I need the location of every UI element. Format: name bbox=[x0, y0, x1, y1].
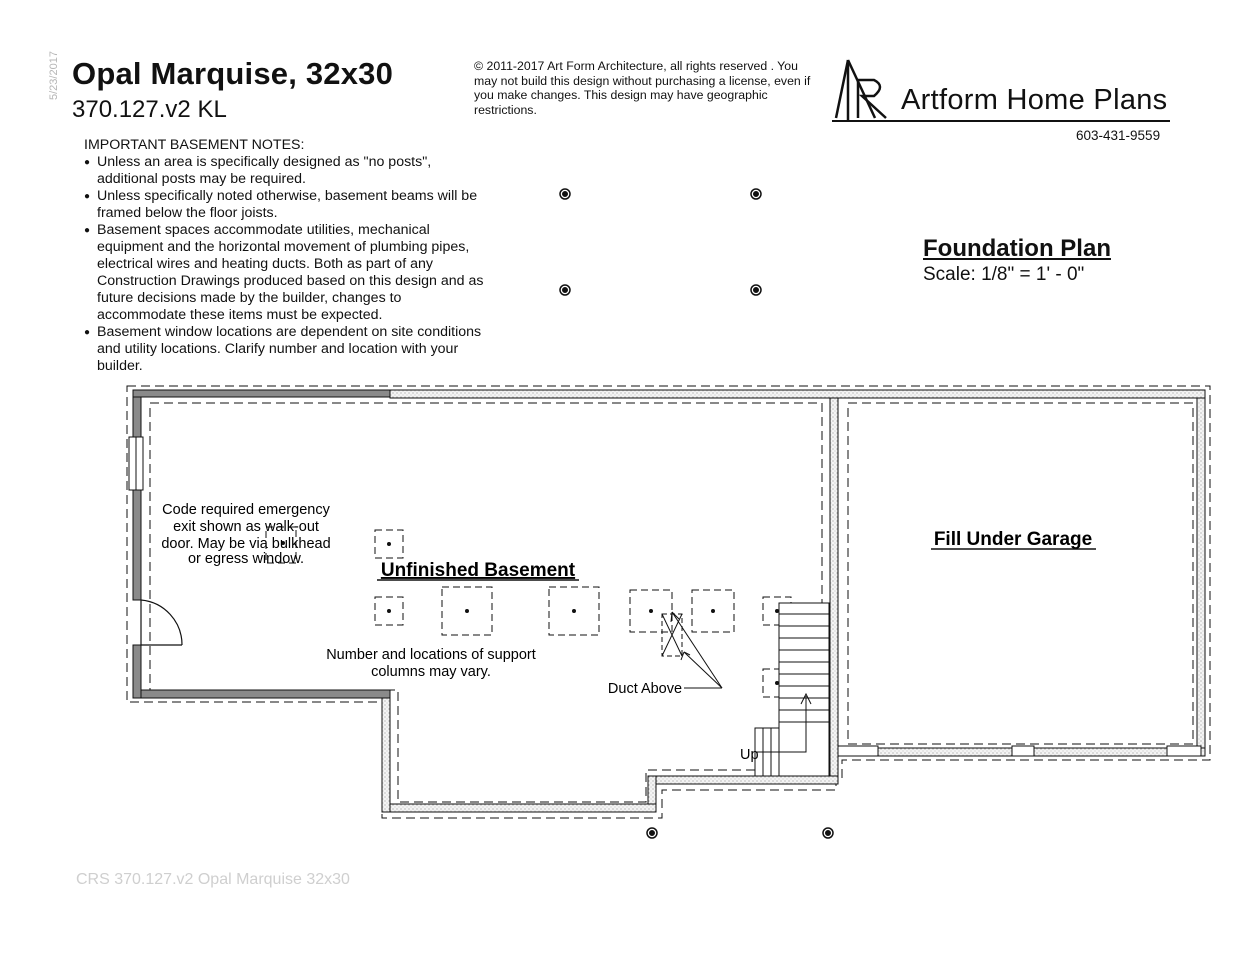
garage-label: Fill Under Garage bbox=[933, 529, 1093, 550]
pier-icon bbox=[560, 285, 570, 295]
copyright-notice: © 2011-2017 Art Form Architecture, all rights reserved . You may not build this design without purchasing a license, even if you make changes. This design may have geographic restrictions. bbox=[474, 59, 811, 117]
foundation-walls bbox=[133, 390, 1205, 812]
pier-icon bbox=[647, 828, 657, 838]
emergency-exit-line: door. May be via bulkhead bbox=[161, 536, 331, 552]
brand-name: Artform Home Plans bbox=[901, 84, 1168, 116]
foundation-plan-title: Foundation Plan bbox=[923, 235, 1111, 262]
pier-icon bbox=[751, 189, 761, 199]
artform-logo-icon bbox=[832, 60, 1170, 121]
note-item: ● Unless an area is specifically designed as "no posts", additional posts may be required. bbox=[84, 154, 484, 188]
date-stamp: 5/23/2017 bbox=[48, 51, 60, 100]
note-item: ● Basement window locations are dependent on site conditions and utility locations. Clarify number and location with your builder. bbox=[84, 324, 484, 375]
emergency-exit-line: exit shown as walk-out bbox=[173, 519, 319, 535]
basement-label: Unfinished Basement bbox=[380, 560, 576, 581]
emergency-exit-line: or egress window. bbox=[187, 551, 305, 567]
columns-note-line: Number and locations of support bbox=[326, 647, 536, 663]
notes-heading: IMPORTANT BASEMENT NOTES: bbox=[84, 137, 305, 153]
brand-phone: 603-431-9559 bbox=[1076, 128, 1161, 143]
stairs-icon bbox=[755, 603, 829, 776]
emergency-exit-line: Code required emergency bbox=[162, 502, 330, 518]
emergency-exit-note bbox=[161, 502, 330, 567]
pier-icon bbox=[823, 828, 833, 838]
columns-note bbox=[326, 647, 536, 680]
basement-window-icon bbox=[129, 437, 143, 490]
plan-title: Opal Marquise, 32x30 bbox=[72, 56, 394, 91]
columns-note-line: columns may vary. bbox=[371, 664, 491, 680]
note-item: ● Basement spaces accommodate utilities, mechanical equipment and the horizontal movement of plumbing pipes, electrical wires and heating ducts. Both as part of any Construction Drawings produced based on this design and as future decisions made by the builder, changes to accommodate these items must be expected. bbox=[84, 222, 484, 324]
plan-scale: Scale: 1/8" = 1' - 0" bbox=[923, 264, 1085, 285]
pier-icon bbox=[560, 189, 570, 199]
duct-label: Duct Above bbox=[607, 681, 683, 697]
plan-code: 370.127.v2 KL bbox=[72, 96, 227, 123]
note-item: ● Unless specifically noted otherwise, basement beams will be framed below the floor joists. bbox=[84, 188, 484, 222]
pier-icon bbox=[751, 285, 761, 295]
footer-text: CRS 370.127.v2 Opal Marquise 32x30 bbox=[76, 871, 350, 888]
walkout-door-icon bbox=[141, 600, 182, 645]
stairs-up-label: Up bbox=[740, 747, 759, 763]
